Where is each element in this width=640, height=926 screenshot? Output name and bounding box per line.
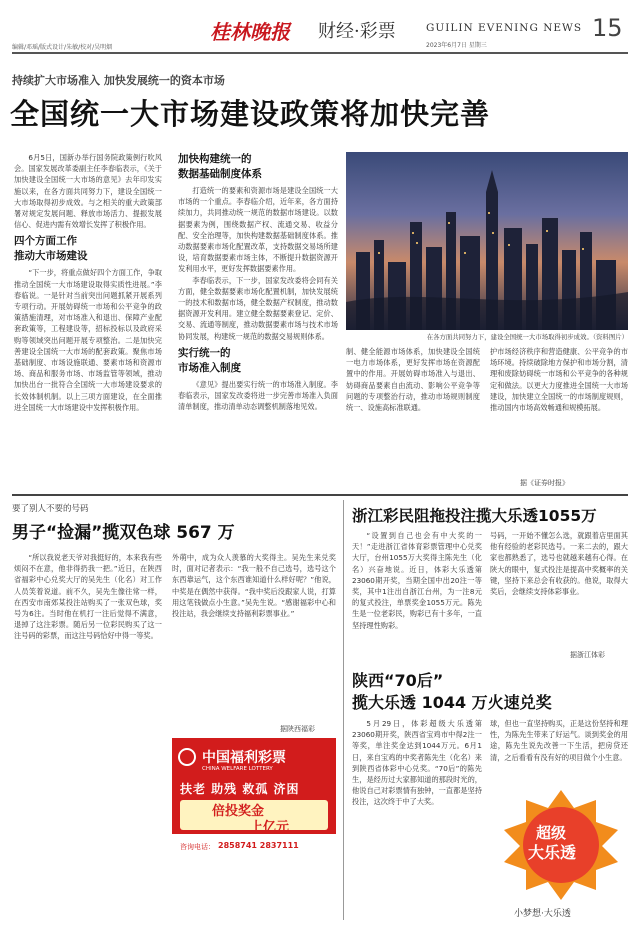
lottery-right-headline-2a: 陕西“70后”	[352, 671, 444, 690]
ad-logo-english: CHINA WELFARE LOTTERY	[202, 766, 273, 772]
ad-phone-label: 咨询电话：	[180, 843, 215, 851]
badge-text-1: 超级	[536, 824, 567, 842]
column-divider	[343, 500, 344, 920]
lead-paragraph: 6月5日，国新办举行国务院政策例行吹风会。国家发展改革委副主任李春临表示，《关于加快建设全国统一大市场的意见》去年印发实施以来，在各方面共同努力下，建设全国统一大市场取得初步成效。与之相关的重大政策部署对规定发展问题、释放市场活力、提振发展信心、促进内需有效增长发挥了积极作用。	[14, 153, 162, 230]
lottery-paragraph: “所以我说老天爷对我挺好的，本来我有些烦闷不在意，他非得扔我一把。”近日，在陕西省福彩中心兑奖大厅的吴先生（化名）对工作人员笑着说道。前不久，吴先生像往常一样，在西安市南郊某投注站购买了一张双色球，奖号为6注。当时他在机打一注后觉得不满意，退掉了这注彩票。随后另一位彩民购买了这一注号码的彩票，而这注号码恰好中得一等奖。	[14, 553, 162, 641]
lottery-right-headline-2b: 揽大乐透 1044 万火速兑奖	[352, 693, 552, 712]
lead-byline: 据《证券时报》	[520, 479, 569, 487]
lottery-right-headline-1: 浙江彩民阻拖投注揽大乐透1055万	[352, 507, 597, 525]
issue-date: 2023年6月7日 星期三	[426, 42, 487, 49]
welfare-lottery-ad	[172, 738, 336, 914]
subhead-market-access: 实行统一的	[178, 346, 231, 359]
super-lotto-badge	[500, 786, 622, 904]
lead-headline: 全国统一大市场建设政策将加快完善	[10, 97, 491, 131]
ad-slogan: 扶老 助残 救孤 济困	[180, 782, 300, 796]
lead-column-3	[346, 346, 480, 490]
lead-kicker: 持续扩大市场准入 加快发展统一的资本市场	[12, 74, 225, 87]
lead-column-2	[178, 152, 338, 490]
lead-paragraph: 《意见》提出要实行统一的市场准入制度。李春临表示，国家发改委将进一步完善市场准入负面清单制度，推动清单动态调整机制落地见效。	[178, 379, 338, 412]
lead-paragraph: 李春临表示，下一步，国家发改委将会同有关方面，健全数据要素市场化配置机制，加快发展统一的技术和数据市场，健全数据产权制度，推动数据资源开发利用。建立健全数据要素登记、定价、交易、流通等制度，推动数据要素市场与技术市场协同发展，构建统一规范的数据交易规则体系。	[178, 275, 338, 341]
ad-phone: 2858741 2837111	[218, 841, 299, 850]
lottery-right-column-2	[490, 530, 628, 646]
lead-paragraph: 制、健全能源市场体系，加快建设全国统一电力市场体系，更好发挥市场在资源配置中的作用。开展妨碍市场准入与退出、妨碍商品要素自由流动、影响公平竞争等问题的专项整治行动，推动市场规则制度统一、设施高标准联通。	[346, 347, 480, 413]
lottery-left-column-1	[14, 552, 162, 918]
ad-prize-line-1: 倍投奖金	[212, 804, 265, 819]
subhead-market-access-2: 市场准入制度	[178, 361, 241, 374]
lottery-paragraph: 号码，一开始不懂怎么选，就跟着店里面其他有经验的老彩民选号。一来二去的，跟大家也都熟悉了，选号也就越来越有心得。在陕大的眼中，复式投注是提高中奖概率的关键，坚持下来总会有收获的。他说，取得大奖后，会继续支持体彩事业。	[490, 531, 628, 597]
section-divider	[12, 494, 628, 496]
lead-paragraph: “下一步，将重点做好四个方面工作，争取推动全国统一大市场建设取得实质性进展。”李春临说。一是针对当前突出问题抓紧开展系列专项行动。开展妨碍统一市场和公平竞争的政策措施清理，对市场准入和退出、保障产业配套政策等，工程建设等，招标投标以及政府采购等领域突出问题开展专项整治。二是加快完善建设全国统一大市场的配套政策。聚焦市场基础制度、市场设施联通、要素市场和资源市场、商品和服务市场、市场监管等领域，推动加快出台一批符合全国统一大市场建设要求的长效体制机制。以上三项方面建设，在全面推进全国统一大市场建设中发挥积极作用。	[14, 268, 162, 412]
paper-logo: 桂林晚报	[210, 20, 290, 44]
ad-prize-line-2: 上亿元	[250, 820, 290, 835]
lottery-left-byline: 据陕西福彩	[280, 725, 315, 733]
paper-english-name: GUILIN EVENING NEWS	[426, 22, 583, 34]
lead-paragraph: 打造统一的要素和资源市场是建设全国统一大市场的一个重点。李春临介绍，近年来，各方面持续加力，共同推动统一规范的数据市场建设。以数据要素为例，围绕数据产权、流通交易、收益分配、安全治理等，加快构建数据基础制度体系。推动数据要素市场化配置改革，支持数据交易场所建设，培育数据要素市场主体，不断提升数据资源开发利用水平，更好发挥数据要素作用。	[178, 186, 338, 274]
lottery-right-column-1	[352, 530, 482, 646]
lottery-left-kicker: 要了别人不要的号码	[12, 504, 89, 514]
masthead-rule	[12, 52, 628, 54]
badge-slogan: 小梦想·大乐透	[514, 909, 571, 919]
masthead	[0, 0, 640, 58]
page-number: 15	[592, 14, 623, 42]
city-skyline-photo	[346, 152, 628, 330]
lead-paragraph: 护市场经济秩序和营造健康、公平竞争的市场环境。持续破除地方保护和市场分割，清理和废除妨碍统一市场和公平竞争的各种规定和做法。以更大力度推进全国统一大市场建设，加快建立全国统一的市场制度规则，推动国内市场高效畅通和规模拓展。	[490, 347, 628, 413]
lottery-left-headline: 男子“捡漏”揽双色球 567 万	[12, 523, 235, 543]
lead-column-4	[490, 346, 628, 476]
lottery-right-column-3	[352, 718, 482, 918]
lottery-paragraph: 外萌中，成为众人羡慕的大奖得主。吴先生来兑奖时，面对记者表示：“我一般不自己选号，选号这个东西靠运气，这个东西谁知道什么样好呢？”他说，中奖是在偶然中获得。“我中奖后没跟家人说，打算用这笔钱做点小生意。”吴先生说。“感谢福彩中心和投注站，我会继续支持福利彩票事业。”	[172, 553, 336, 619]
photo-caption: 在各方面共同努力下，建设全国统一大市场取得初步成效。（资料图片）	[426, 333, 628, 341]
subhead-four-areas-2: 推动大市场建设	[14, 250, 88, 263]
lottery-paragraph: 球，但也一直坚持购买，正是这份坚持和理性，为陈先生带来了好运气。谈到奖金的用途，陈先生说先改善一下生活，把房贷还清，之后看看有没有好的项目做个小生意。	[490, 719, 628, 762]
subhead-data-system-2: 数据基础制度体系	[178, 168, 262, 180]
lottery-right-column-4	[490, 718, 628, 776]
lottery-paragraph: 5月29日，体彩超级大乐透第23060期开奖，陕西省宝鸡市中得2注一等奖，单注奖金达到1044万元。6月1日，来自宝鸡的中奖者陈先生（化名）来到陕西省体彩中心兑奖。“70后”的陈先生，是经历过大家都知道的那段时光的，他说自己对彩票情有独钟，一直都是坚持投注，这次终于中了大奖。	[352, 719, 482, 807]
subhead-four-areas: 四个方面工作	[14, 235, 77, 248]
ad-logo-text: 中国福利彩票	[202, 750, 286, 766]
welfare-lottery-logo-icon	[178, 748, 196, 766]
editor-line: 编辑/邓瑶/版式设计/朱敏/校对/吴明烟	[12, 44, 113, 51]
lottery-paragraph: “设置到自己也会有中大奖的一天！”走进浙江省体育彩票管理中心兑奖大厅，台州1055万大奖得主陈先生（化名）兴奋地说。近日，体彩大乐透第23060期开奖，当期全国中出20注一等奖，其中1注出自浙江台州，为一注8元的复式投注，单票奖金1055万元。陈先生是一位老彩民，购彩已有十多年，一直坚持理性购彩。	[352, 531, 482, 630]
lottery-right-byline-1: 据浙江体彩	[570, 651, 605, 659]
lottery-left-column-2	[172, 552, 336, 720]
lead-column-1	[14, 152, 162, 490]
section-title: 财经·彩票	[318, 21, 396, 42]
subhead-data-system: 加快构建统一的	[178, 153, 252, 165]
badge-text-2: 大乐透	[528, 843, 577, 862]
